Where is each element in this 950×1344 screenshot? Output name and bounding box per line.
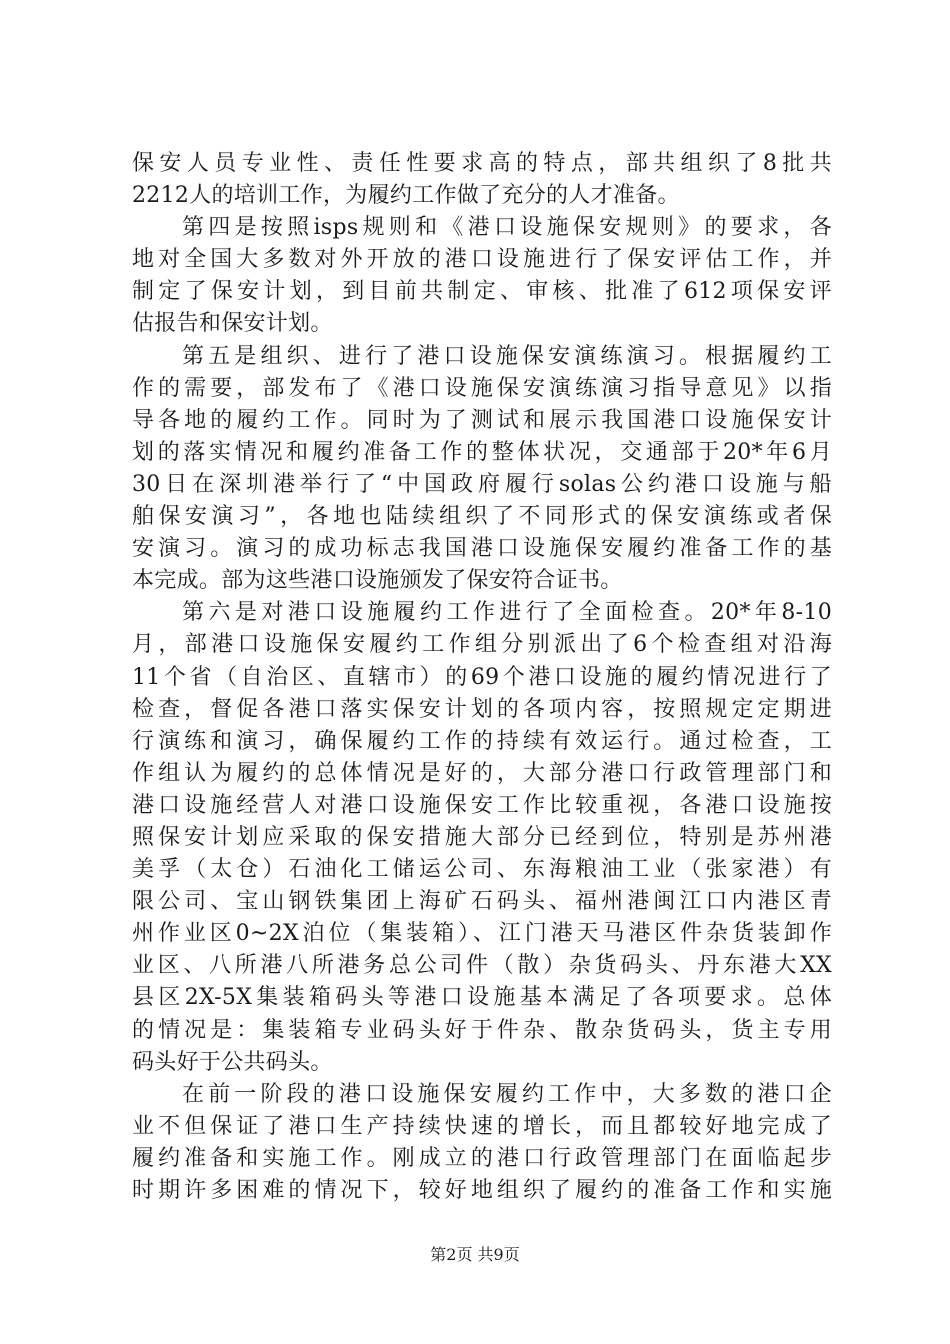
text-line: 11个省（自治区、直辖市）的69个港口设施的履约情况进行了 [132,664,832,690]
text-line: 第五是组织、进行了港口设施保安演练演习。根据履约工 [182,343,832,369]
text-line: 作组认为履约的总体情况是好的，大部分港口行政管理部门和 [132,760,832,786]
text-line: 检查，督促各港口落实保安计划的各项内容，按照规定定期进 [132,696,832,722]
text-line: 县区2X-5X集装箱码头等港口设施基本满足了各项要求。总体 [132,985,832,1011]
text-line: 舶保安演习”，各地也陆续组织了不同形式的保安演练或者保 [132,504,832,530]
text-line: 美孚（太仓）石油化工储运公司、东海粮油工业（张家港）有 [132,857,832,883]
text-line: 码头好于公共码头。 [132,1049,333,1075]
text-line: 行演练和演习，确保履约工作的持续有效运行。通过检查，工 [132,728,832,754]
text-line: 港口设施经营人对港口设施保安工作比较重视，各港口设施按 [132,792,832,818]
text-line: 履约准备和实施工作。刚成立的港口行政管理部门在面临起步 [132,1145,832,1171]
text-line: 作的需要，部发布了《港口设施保安演练演习指导意见》以指 [132,375,832,401]
text-line: 安演习。演习的成功标志我国港口设施保安履约准备工作的基 [132,536,832,562]
text-line: 的情况是：集装箱专业码头好于件杂、散杂货码头，货主专用 [132,1017,832,1043]
text-line: 时期许多困难的情况下，较好地组织了履约的准备工作和实施 [132,1178,832,1203]
text-line: 本完成。部为这些港口设施颁发了保安符合证书。 [132,568,623,594]
text-line: 照保安计划应采取的保安措施大部分已经到位，特别是苏州港 [132,824,832,850]
text-line: 导各地的履约工作。同时为了测试和展示我国港口设施保安计 [132,407,832,433]
text-line: 地对全国大多数对外开放的港口设施进行了保安评估工作，并 [132,247,832,273]
text-line: 在前一阶段的港口设施保安履约工作中，大多数的港口企 [182,1081,832,1107]
document-body [132,148,832,1207]
text-line: 第四是按照isps规则和《港口设施保安规则》的要求，各 [182,215,832,241]
text-line: 30日在深圳港举行了“中国政府履行solas公约港口设施与船 [132,471,832,497]
text-line: 划的落实情况和履约准备工作的整体状况，交通部于20*年6月 [132,439,832,465]
text-line: 业不但保证了港口生产持续快速的增长，而且都较好地完成了 [132,1113,832,1139]
page-footer: 第2页 共9页 [430,1245,520,1264]
text-line: 制定了保安计划，到目前共制定、审核、批准了612项保安评 [132,279,832,305]
text-line: 限公司、宝山钢铁集团上海矿石码头、福州港闽江口内港区青 [132,889,832,915]
text-line: 第六是对港口设施履约工作进行了全面检查。20*年8-10 [182,600,832,626]
text-line: 月，部港口设施保安履约工作组分别派出了6个检查组对沿海 [132,632,832,658]
text-line: 估报告和保安计划。 [132,311,333,337]
text-line: 州作业区0~2X泊位（集装箱）、江门港天马港区件杂货装卸作 [132,921,832,947]
text-line: 保安人员专业性、责任性要求高的特点，部共组织了8批共 [132,151,832,176]
text-line: 2212人的培训工作，为履约工作做了充分的人才准备。 [132,183,680,209]
text-line: 业区、八所港八所港务总公司件（散）杂货码头、丹东港大XX [132,953,832,979]
